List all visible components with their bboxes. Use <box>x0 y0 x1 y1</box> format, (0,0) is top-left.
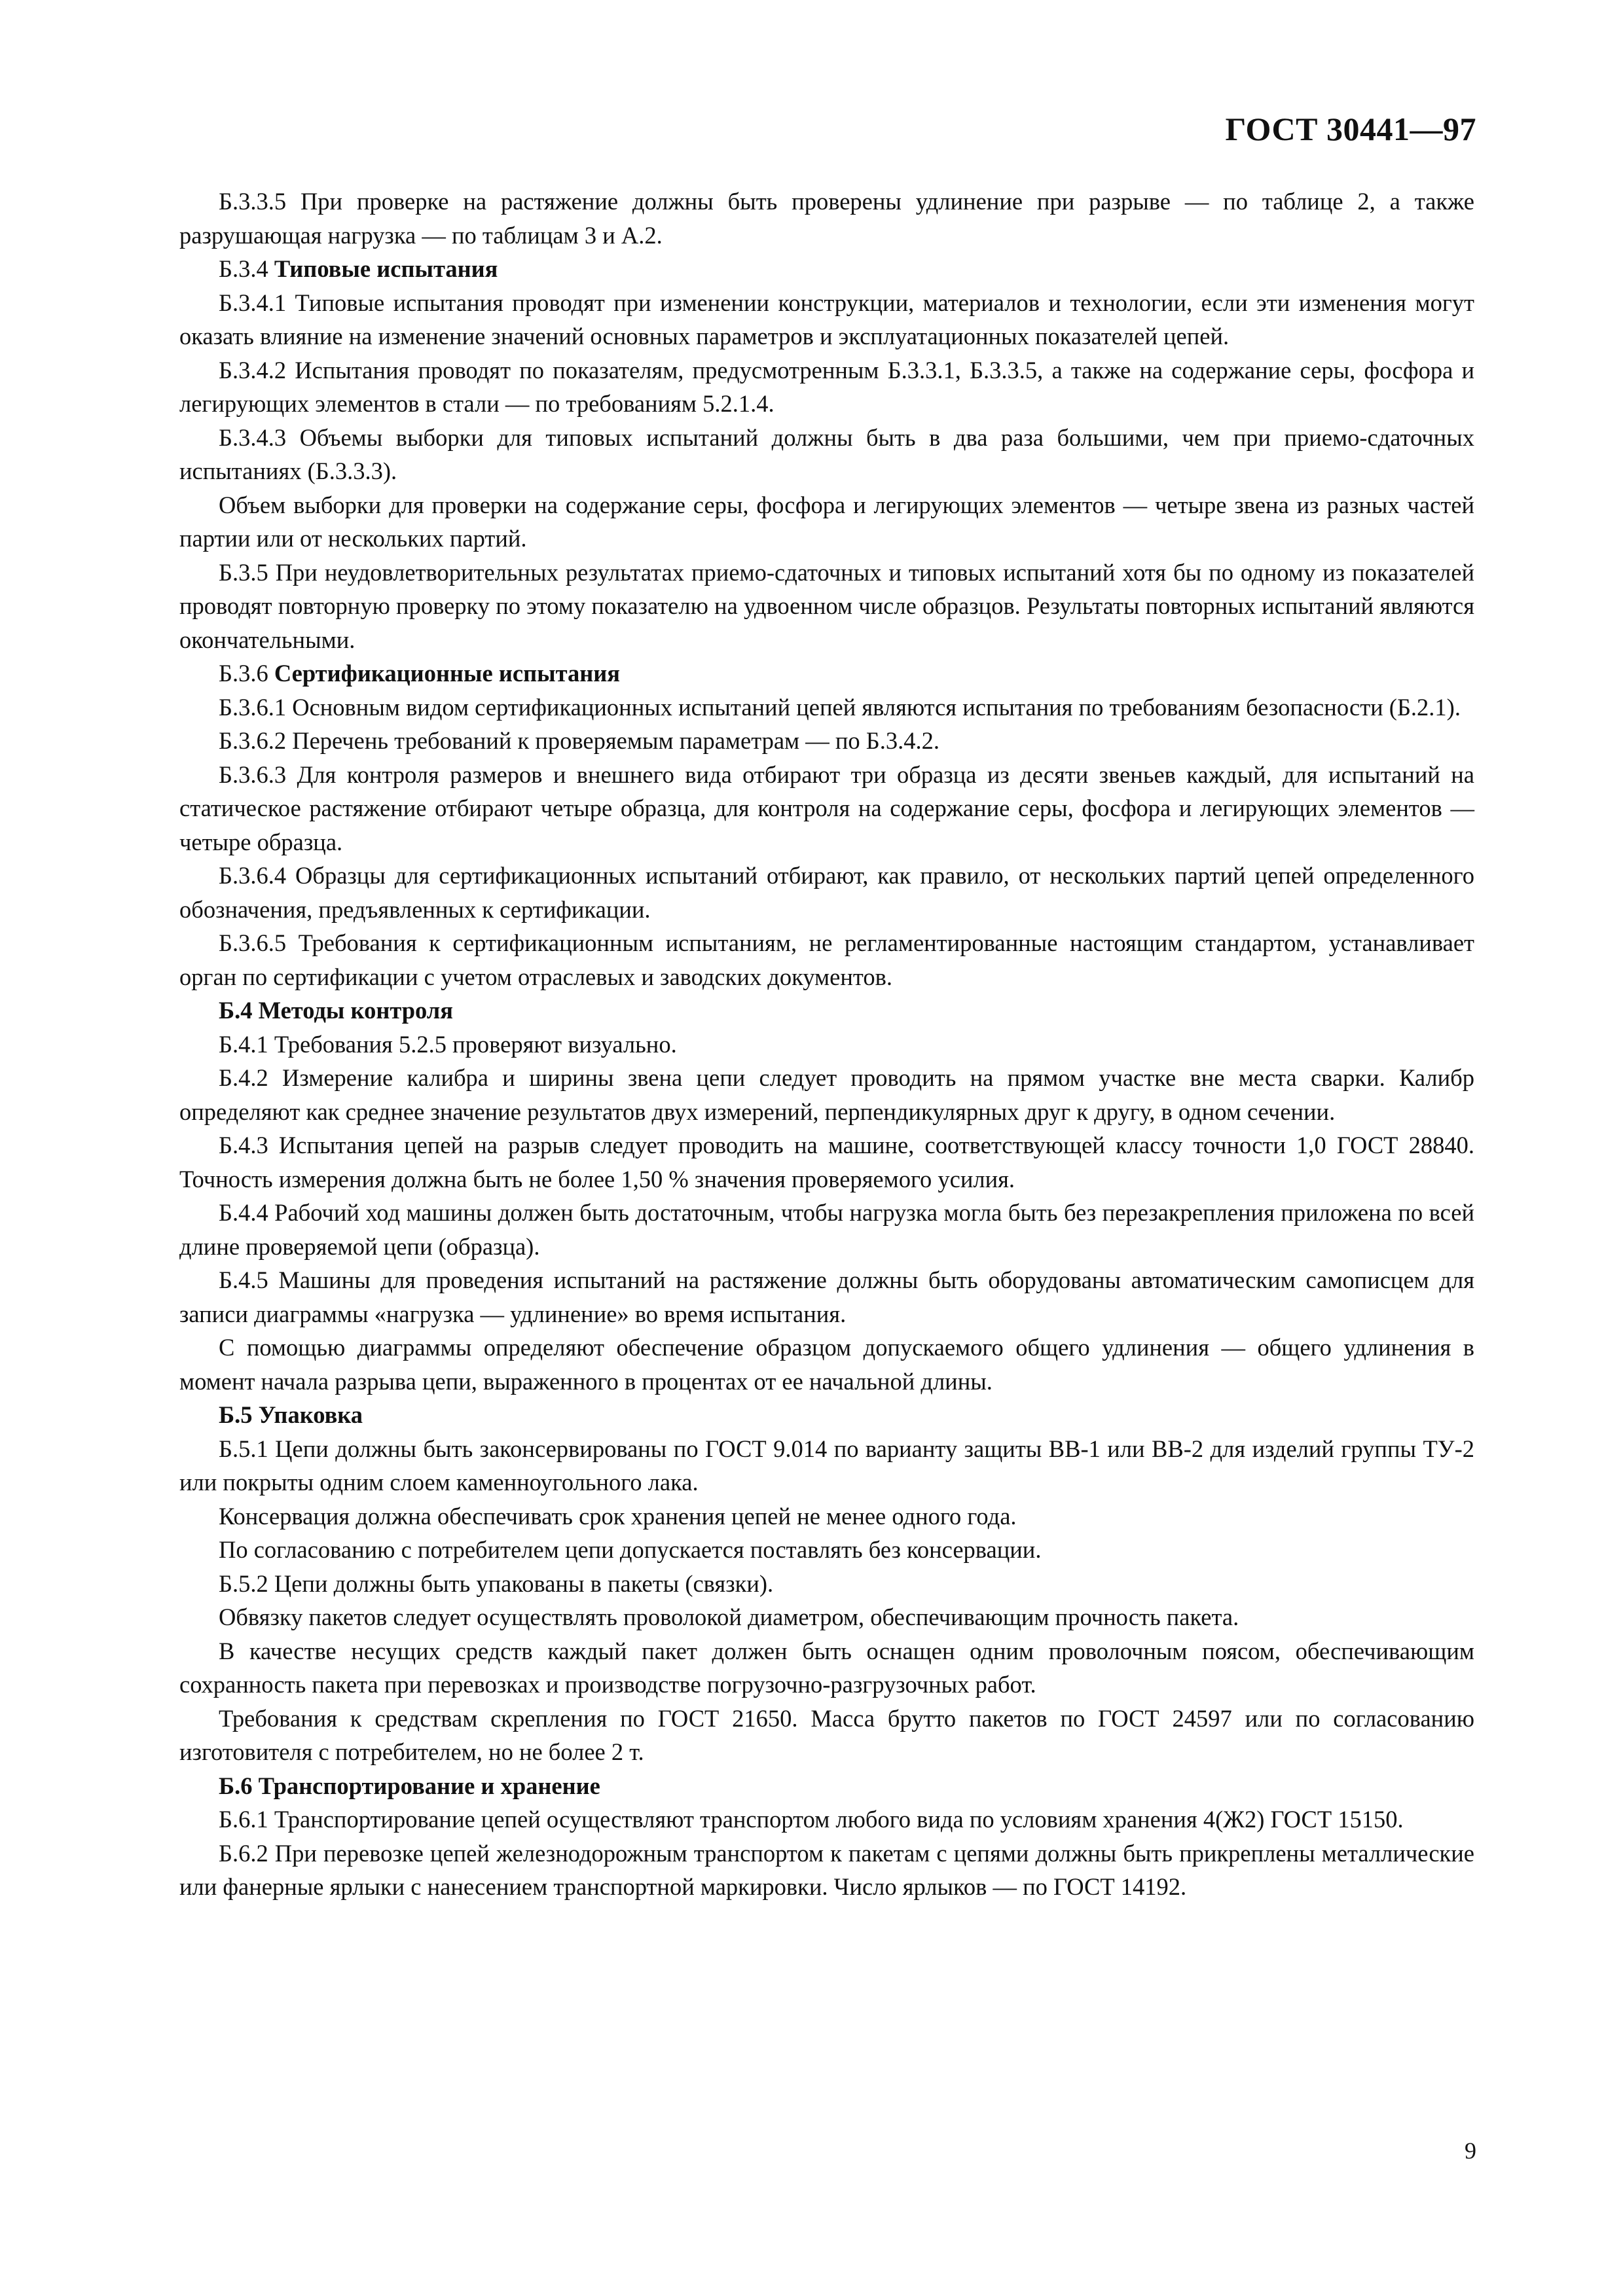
paragraph: Б.4.2 Измерение калибра и ширины звена цепи следует проводить на прямом участке вне места сварки. Калибр определяют как среднее значение результатов двух измерений, перпендикулярных друг к другу, в одном сечении. <box>179 1064 1474 1125</box>
paragraph: Б.3.6.1 Основным видом сертификационных испытаний цепей являются испытания по требованиям безопасности (Б.2.1). <box>219 693 1461 721</box>
paragraph: С помощью диаграммы определяют обеспечение образцом допускаемого общего удлинения — общего удлинения в момент начала разрыва цепи, выраженного в процентах от ее начальной длины. <box>179 1334 1474 1395</box>
paragraph: Б.6.2 При перевозке цепей железнодорожным транспортом к пакетам с цепями должны быть прикреплены металлические или фанерные ярлыки с нанесением транспортной маркировки. Число ярлыков — по ГОСТ 14192. <box>179 1839 1474 1900</box>
paragraph: Консервация должна обеспечивать срок хранения цепей не менее одного года. <box>219 1502 1017 1530</box>
paragraph: Б.3.4.2 Испытания проводят по показателям, предусмотренным Б.3.3.1, Б.3.3.5, а также на содержание серы, фосфора и легирующих элементов в стали — по требованиям 5.2.1.4. <box>179 356 1474 417</box>
paragraph: Требования к средствам скрепления по ГОСТ 21650. Масса брутто пакетов по ГОСТ 24597 или по согласованию изготовителя с потребителем, но не более 2 т. <box>179 1704 1474 1765</box>
paragraph: Б.5.1 Цепи должны быть законсервированы по ГОСТ 9.014 по варианту защиты ВВ-1 или ВВ-2 для изделий группы ТУ-2 или покрыты одним слоем каменноугольного лака. <box>179 1435 1474 1496</box>
page-number: 9 <box>1465 2138 1476 2164</box>
paragraph: Б.3.4.3 Объемы выборки для типовых испытаний должны быть в два раза большими, чем при приемо-сдаточных испытаниях (Б.3.3.3). <box>179 423 1474 484</box>
paragraph: В качестве несущих средств каждый пакет должен быть оснащен одним проволочным поясом, обеспечивающим сохранность пакета при перевозках и производстве погрузочно-разгрузочных работ. <box>179 1637 1474 1698</box>
paragraph: Б.6.1 Транспортирование цепей осуществляют транспортом любого вида по условиям хранения 4(Ж2) ГОСТ 15150. <box>219 1806 1404 1833</box>
section-number: Б.3.6 <box>219 660 268 687</box>
paragraph: По согласованию с потребителем цепи допускается поставлять без консервации. <box>219 1536 1042 1563</box>
section-number: Б.3.4 <box>219 255 268 282</box>
paragraph: Б.4.1 Требования 5.2.5 проверяют визуально. <box>219 1030 677 1058</box>
paragraph: Б.3.6.3 Для контроля размеров и внешнего вида отбирают три образца из десяти звеньев каждый, для испытаний на статическое растяжение отбирают четыре образца, для контроля на содержание серы, фосфора и легирующих элементов — четыре образца. <box>179 761 1474 855</box>
paragraph: Обвязку пакетов следует осуществлять проволокой диаметром, обеспечивающим прочность пакета. <box>219 1604 1239 1630</box>
document-code: ГОСТ 30441—97 <box>1225 111 1476 147</box>
paragraph: Б.4.4 Рабочий ход машины должен быть достаточным, чтобы нагрузка могла быть без перезакрепления приложена по всей длине проверяемой цепи (образца). <box>179 1199 1474 1260</box>
section-title: Б.4 Методы контроля <box>219 997 454 1024</box>
paragraph: Б.5.2 Цепи должны быть упакованы в пакеты (связки). <box>219 1570 774 1597</box>
paragraph: Б.3.6.4 Образцы для сертификационных испытаний отбирают, как правило, от нескольких партий цепей определенного обозначения, предъявленных к сертификации. <box>179 862 1474 923</box>
section-title: Сертификационные испытания <box>274 660 621 687</box>
section-title: Типовые испытания <box>274 255 498 282</box>
paragraph: Б.3.4.1 Типовые испытания проводят при изменении конструкции, материалов и технологии, если эти изменения могут оказать влияние на изменение значений основных параметров и эксплуатационных показателей цепей. <box>179 289 1474 350</box>
section-heading <box>179 656 1474 691</box>
document-body <box>179 185 1474 1904</box>
paragraph: Б.4.3 Испытания цепей на разрыв следует проводить на машине, соответствующей классу точности 1,0 ГОСТ 28840. Точность измерения должна быть не более 1,50 % значения проверяемого усилия. <box>179 1132 1474 1193</box>
section-heading <box>179 1398 1474 1432</box>
paragraph: Б.3.6.5 Требования к сертификационным испытаниям, не регламентированные настоящим стандартом, устанавливает орган по сертификации с учетом отраслевых и заводских документов. <box>179 929 1474 990</box>
paragraph: Б.3.5 При неудовлетворительных результатах приемо-сдаточных и типовых испытаний хотя бы по одному из показателей проводят повторную проверку по этому показателю на удвоенном числе образцов. Результаты повторных испытаний являются окончательными. <box>179 558 1474 653</box>
paragraph: Б.4.5 Машины для проведения испытаний на растяжение должны быть оборудованы автоматическим самописцем для записи диаграммы «нагрузка — удлинение» во время испытания. <box>179 1266 1474 1327</box>
section-title: Б.6 Транспортирование и хранение <box>219 1772 600 1799</box>
paragraph: Объем выборки для проверки на содержание серы, фосфора и легирующих элементов — четыре звена из разных частей партии или от нескольких партий. <box>179 491 1474 552</box>
paragraph: Б.3.6.2 Перечень требований к проверяемым параметрам — по Б.3.4.2. <box>219 727 940 754</box>
paragraph: Б.3.3.5 При проверке на растяжение должны быть проверены удлинение при разрыве — по таблице 2, а также разрушающая нагрузка — по таблицам 3 и А.2. <box>179 188 1474 249</box>
section-heading <box>179 994 1474 1028</box>
section-title: Б.5 Упаковка <box>219 1401 363 1428</box>
section-heading <box>179 1769 1474 1803</box>
section-heading <box>179 252 1474 286</box>
